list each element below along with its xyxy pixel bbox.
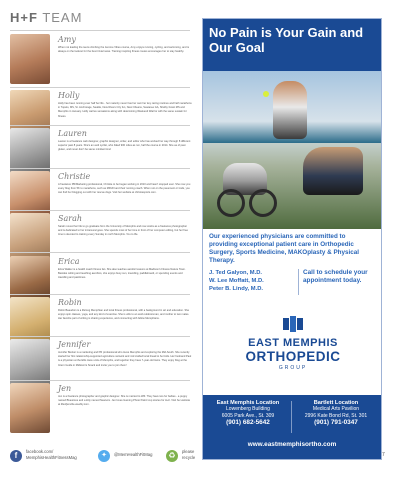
doctor-name: Peter B. Lindy, M.D. xyxy=(209,286,264,292)
team-member xyxy=(10,383,193,437)
member-name: Robin xyxy=(58,298,82,307)
ad-headline: No Pain is Your Gain and Our Goal xyxy=(209,25,364,55)
divider xyxy=(291,401,292,433)
divider xyxy=(10,294,190,295)
location-bartlett xyxy=(293,400,379,427)
website-link[interactable]: www.eastmemphisortho.com xyxy=(247,441,337,448)
member-name: Christie xyxy=(58,172,91,181)
recycle-line1: please xyxy=(182,449,195,454)
member-photo xyxy=(10,383,50,433)
member-name: Amy xyxy=(58,35,76,44)
tennis-photo xyxy=(203,71,381,143)
member-bio: When not leading the teens climbing the Jerome Vibes course, Amy enjoys running, cycling, and swimming, and is always on the lookout for the best trivial news. Training inspiring fitness routes encourages her to stay healthy. xyxy=(58,46,190,54)
ad-header xyxy=(203,19,381,71)
member-name: Jennifer xyxy=(58,340,91,349)
brand-label: H+F xyxy=(10,10,38,25)
location-building: Lowenberg Building xyxy=(226,406,270,413)
doctor-name: W. Lee Moffatt, M.D. xyxy=(209,278,264,284)
member-name: Erica xyxy=(58,257,80,266)
sports-photo-collage xyxy=(203,71,381,229)
divider xyxy=(298,269,299,295)
facebook-line1: facebook.com/ xyxy=(26,449,54,454)
location-phone[interactable]: (901) 682-5642 xyxy=(226,419,270,427)
recycle-icon: ♻ xyxy=(166,450,178,462)
member-bio: Jennifer Becker is a marketing and PR professional who loves Memphis and exploring the Mid-South. She recently started her first relationship-supported agriculture network and mid crafted local bread to her kids. Her husband Paul is a physician at the Ellis trace units of Memphis, and together they have 7-year-old twins. They enjoy blog at the Intern Guide in Midtown's Snack and invite you to join them! xyxy=(58,351,192,367)
location-address: 2996 Kate Bond Rd, St. 301 xyxy=(304,412,368,419)
member-name: Lauren xyxy=(58,129,87,138)
divider xyxy=(10,125,190,126)
locations-band xyxy=(203,395,381,459)
member-bio: Erica Walker is a health coach fitness fan. She also teaches aerobic lessons at Madison's Fitness Nature Town. Besides writing and teaching aerobics, she enjoys busy sun, travelling, paddleboard, or spending events and travelling and pasttimes. xyxy=(58,268,186,280)
location-title: East Memphis Location xyxy=(216,400,280,406)
section-label: TEAM xyxy=(42,10,83,25)
divider xyxy=(10,30,190,31)
member-name: Sarah xyxy=(58,214,82,223)
orthopedic-ad[interactable] xyxy=(202,18,382,460)
logo-line1: EAST MEMPHIS xyxy=(248,337,338,349)
divider xyxy=(10,252,190,253)
recycle-note xyxy=(182,449,195,460)
bike-wheel xyxy=(249,189,277,217)
logo-line2: ORTHOPEDIC xyxy=(245,349,341,364)
member-bio: Robin Beaudoin is a lifelong Memphian and local fitness professional, with a background in art and education. She enjoys spin classes, yoga, and any kind of exercise. She is wife to an avid outdoorsman, and mother to two males. Her favorite part of writing is sharing experience, and connecting with fellow Memphians. xyxy=(58,309,190,321)
logo-mark-icon xyxy=(281,314,305,336)
member-bio: Jen is a freelance photographer and graphic designer. She is married to Will. They have two fur babies - a puppy named Bluestone and a kitty named Newsom. Jen loves Gaming Photo Patrol cup stories for H+F. Visit her website at lifeofjenvibe.weebly.com. xyxy=(58,395,191,407)
page-number: 7 xyxy=(382,452,385,458)
member-name: Jen xyxy=(58,384,72,393)
doctor-name: J. Ted Galyon, M.D. xyxy=(209,270,263,276)
divider xyxy=(10,380,190,381)
divider xyxy=(10,210,190,211)
facebook-icon[interactable]: f xyxy=(10,450,22,462)
member-photo xyxy=(10,34,50,84)
recycle-line2: recycle xyxy=(182,454,196,460)
divider xyxy=(10,87,190,88)
facebook-line2: MemphisHealthFitnessMag xyxy=(26,454,77,460)
ad-blurb: Our experienced physicians are committed to providing exceptional patient care in Orthopedic Surgery, Sports Medicine, MAKOplasty & Physical Therapy. xyxy=(209,233,359,265)
member-name: Holly xyxy=(58,91,80,100)
location-address: 6005 Park Ave., St. 309 xyxy=(221,412,275,419)
member-bio: Sarah moved her life to go graduate from the University of Memphis and now works as a freelance photographer and is dedicated to her intramural goes. She spends most of her time in front of her computer editing, but her free time is devoted to training every Sunday in north Memphis. You to life. xyxy=(58,225,188,237)
call-to-action: Call to schedule your appointment today. xyxy=(303,269,368,284)
runner-photo xyxy=(303,147,363,195)
member-bio: Lauren is a freelance web designer, graphic designer, writer, and editor who has worked her way through 8 different superior past 8 years. She's an avid cyclist, who biked 900 miles as run, half the course in 2014. She as of past gluten, and never don't be same mindset time! xyxy=(58,140,191,152)
bike-wheel xyxy=(217,189,245,217)
twitter-link[interactable]: @MemHealthFitMag xyxy=(114,452,153,457)
tennis-player xyxy=(273,81,307,139)
doctor-list xyxy=(209,269,285,293)
location-east-memphis xyxy=(205,400,291,427)
logo-line3: GROUP xyxy=(278,365,308,371)
social-footer xyxy=(10,448,195,468)
divider xyxy=(10,168,190,169)
member-bio: Holly has been running ever half her life - her maturity never has her own her key racing routines and half marathons in Tupelo, MS, St. Anchorage, Seattle, New Rivers City fun, New Orleans, Suwanee GA, Shelby forest MS and Memphis in January. Holly carries sensations along with determining Weekend Warrior with the same sustain for fitness. xyxy=(58,102,192,118)
location-building: Medical Arts Pavilion xyxy=(312,406,360,413)
member-bio: A freelance PR/Marketing professional, Christie to be began working in 2010 and hasn't stopped ever. She now you every blog from 5K to marathons, such as MRUN and their running coach. When not on the pavement or trails, you can find her blogging out with her rescue dogs. Visit her website at christiesports.com. xyxy=(58,183,191,195)
tennis-ball xyxy=(263,91,269,97)
emog-logo xyxy=(233,314,353,376)
location-phone[interactable]: (901) 791-0347 xyxy=(314,419,358,427)
team-member xyxy=(10,34,193,88)
section-title xyxy=(10,10,82,25)
twitter-icon[interactable]: ✦ xyxy=(98,450,110,462)
location-title: Bartlett Location xyxy=(313,400,359,406)
divider xyxy=(10,336,190,337)
facebook-link[interactable] xyxy=(26,449,96,460)
member-photo xyxy=(10,339,50,389)
